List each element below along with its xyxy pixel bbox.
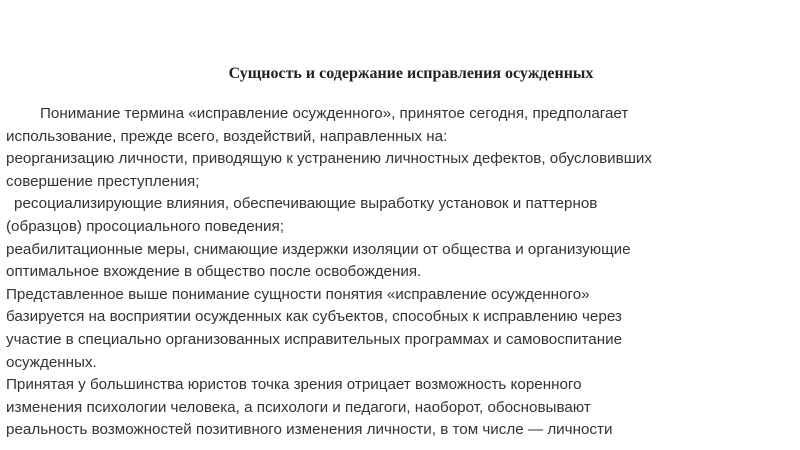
text-line: реальность возможностей позитивного изменения личности, в том числе — личности bbox=[6, 421, 613, 439]
text-line: реабилитационные меры, снимающие издержки изоляции от общества и организующие bbox=[6, 240, 631, 258]
text-line: Представленное выше понимание сущности понятия «исправление осужденного» bbox=[6, 285, 590, 303]
text-line: Понимание термина «исправление осужденного», принятое сегодня, предполагает bbox=[40, 105, 629, 122]
document-title: Сущность и содержание исправления осужденных bbox=[228, 65, 594, 82]
text-line: базируется на восприятии осужденных как субъектов, способных к исправлению через bbox=[6, 308, 622, 326]
text-line: (образцов) просоциального поведения; bbox=[6, 217, 284, 235]
text-line: Принятая у большинства юристов точка зрения отрицает возможность коренного bbox=[6, 376, 582, 394]
document-body bbox=[6, 103, 796, 442]
text-line: использование, прежде всего, воздействий, направленных на: bbox=[6, 127, 448, 145]
text-line: изменения психологии человека, а психологи и педагоги, наоборот, обосновывают bbox=[6, 398, 591, 416]
text-line: реорганизацию личности, приводящую к устранению личностных дефектов, обусловивших bbox=[6, 150, 652, 168]
text-line: осужденных. bbox=[6, 353, 97, 371]
text-line: ресоциализирующие влияния, обеспечивающие выработку установок и паттернов bbox=[14, 195, 598, 213]
text-line: совершение преступления; bbox=[6, 172, 200, 190]
text-line: оптимальное вхождение в общество после освобождения. bbox=[6, 263, 422, 281]
text-line: участие в специально организованных исправительных программах и самовоспитание bbox=[6, 330, 623, 348]
